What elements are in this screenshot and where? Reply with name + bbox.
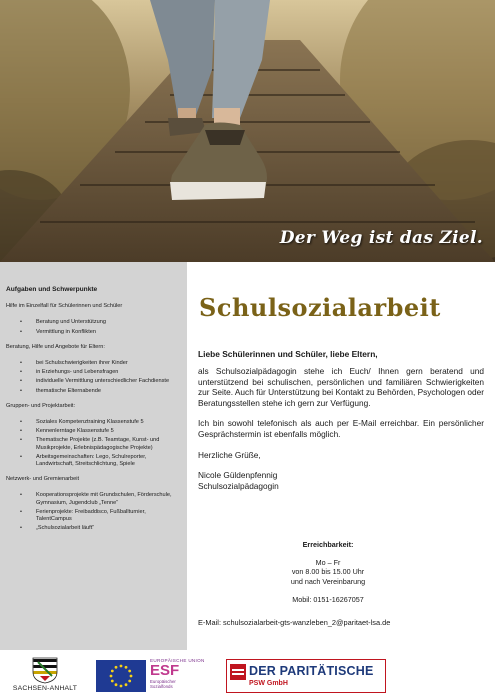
sidebar-list-item: • Beratung und Unterstützung: [20, 319, 181, 326]
sidebar-list-item: • Vermittlung in Konflikten: [20, 329, 181, 336]
paritaet-sub: PSW GmbH: [249, 680, 288, 687]
page-title: Schulsozialarbeit: [199, 293, 441, 322]
sponsor-logos: [0, 650, 495, 700]
sidebar-section-intro: Beratung, Hilfe und Angebote für Eltern:: [6, 343, 105, 350]
signature-role: Schulsozialpädagogin: [198, 480, 279, 491]
mobile-number[interactable]: Mobil: 0151-16267057: [292, 594, 364, 604]
signature-name: Nicole Güldenpfennig: [198, 470, 278, 481]
letter-paragraph: Ich bin sowohl telefonisch als auch per E-Mail erreichbar. Ein persönlicher Gesprächstermin ist ebenfalls möglich.: [198, 418, 484, 439]
greeting: Liebe Schülerinnen und Schüler, liebe Eltern,: [198, 349, 378, 359]
sidebar-list-item: • „Schulsozialarbeit läuft“: [20, 525, 181, 532]
walking-feet-illustration: [0, 0, 495, 262]
esf-mark: ESF: [150, 662, 180, 679]
esf-sub-label: Sozialfonds: [150, 684, 173, 689]
availability-hours: von 8.00 bis 15.00 Uhr: [291, 567, 365, 577]
availability-days: Mo – Fr: [315, 558, 341, 568]
sidebar-list: [6, 492, 181, 532]
spacer: [198, 586, 458, 595]
state-logo-text: SACHSEN-ANHALT: [12, 685, 78, 692]
sidebar-list-item: • Ferienprojekte: Freibaddisco, Fußballturnier, TalentCampus: [20, 509, 181, 523]
paritaet-name: DER PARITÄTISCHE: [249, 664, 374, 678]
paritaet-logo: [226, 659, 386, 693]
paritaet-mark-icon: [230, 664, 246, 680]
email-link[interactable]: E-Mail: schulsozialarbeit-gts-wanzleben_2@paritaet-lsa.de: [198, 618, 391, 627]
availability-heading: Erreichbarkeit:: [302, 540, 354, 549]
esf-sub-label: Europäischer: [150, 679, 176, 684]
sidebar-heading: Aufgaben und Schwerpunkte: [6, 286, 98, 293]
sidebar-section-parents: [6, 344, 181, 395]
availability-block: [198, 540, 458, 604]
sidebar-list-item: • Kooperationsprojekte mit Grundschulen, Förderschule, Gymnasium, Jugendclub „Tenne“: [20, 492, 181, 506]
sidebar-list-item: • bei Schulschwierigkeiten ihrer Kinder: [20, 360, 181, 367]
sidebar-list-item: • Soziales Kompetenztraining Klassenstufe 5: [20, 419, 181, 426]
esf-logo: [150, 658, 218, 689]
sidebar-section-students: [6, 303, 181, 336]
esf-union-label: EUROPÄISCHE UNION: [150, 658, 205, 663]
tasks-sidebar: [0, 262, 187, 650]
sidebar-list-item: • thematische Elternabende: [20, 388, 181, 395]
sidebar-list: [6, 360, 181, 395]
closing: Herzliche Grüße,: [198, 449, 261, 460]
sidebar-section-projects: [6, 403, 181, 468]
hero-photo: [0, 0, 495, 262]
sidebar-section-network: [6, 476, 181, 532]
sidebar-list-item: • in Erziehungs- und Lebensfragen: [20, 369, 181, 376]
sidebar-list-item: • Kennenlerntage Klassenstufe 5: [20, 428, 181, 435]
sidebar-list-item: • individuelle Vermittlung unterschiedlicher Fachdienste: [20, 378, 181, 385]
letter-paragraph: als Schulsozialpädagogin stehe ich Euch/ Ihnen gern beratend und unterstützend bei schulischen, persönlichen und familiären Schwierigkeiten zur Seite. Auch für Unterstützung bei Kontakt zu Behörden, Psychologen oder Beratungsstellen stehe ich gern zur Verfügung.: [198, 366, 484, 408]
sidebar-list-item: • Arbeitsgemeinschaften: Lego, Schulreporter, Landwirtschaft, Streitschlichtung, Spiele: [20, 454, 181, 468]
sidebar-list-item: • Thematische Projekte (z.B. Teamtage, Kunst- und Musikprojekte, Erlebnispädagogische Projekte): [20, 437, 181, 451]
motto-text: Der Weg ist das Ziel.: [279, 228, 483, 248]
eu-flag-icon: [96, 660, 146, 692]
coat-of-arms-icon: [6, 656, 84, 684]
sidebar-list: [6, 419, 181, 468]
letter-body: [198, 366, 484, 491]
sidebar-list: [6, 319, 181, 335]
sidebar-section-intro: Gruppen- und Projektarbeit:: [6, 402, 76, 409]
availability-appointment: und nach Vereinbarung: [290, 576, 366, 586]
sachsen-anhalt-logo: [6, 656, 84, 698]
sidebar-section-intro: Hilfe im Einzelfall für Schülerinnen und Schüler: [6, 303, 123, 310]
sidebar-section-intro: Netzwerk- und Gremienarbeit: [6, 476, 80, 483]
